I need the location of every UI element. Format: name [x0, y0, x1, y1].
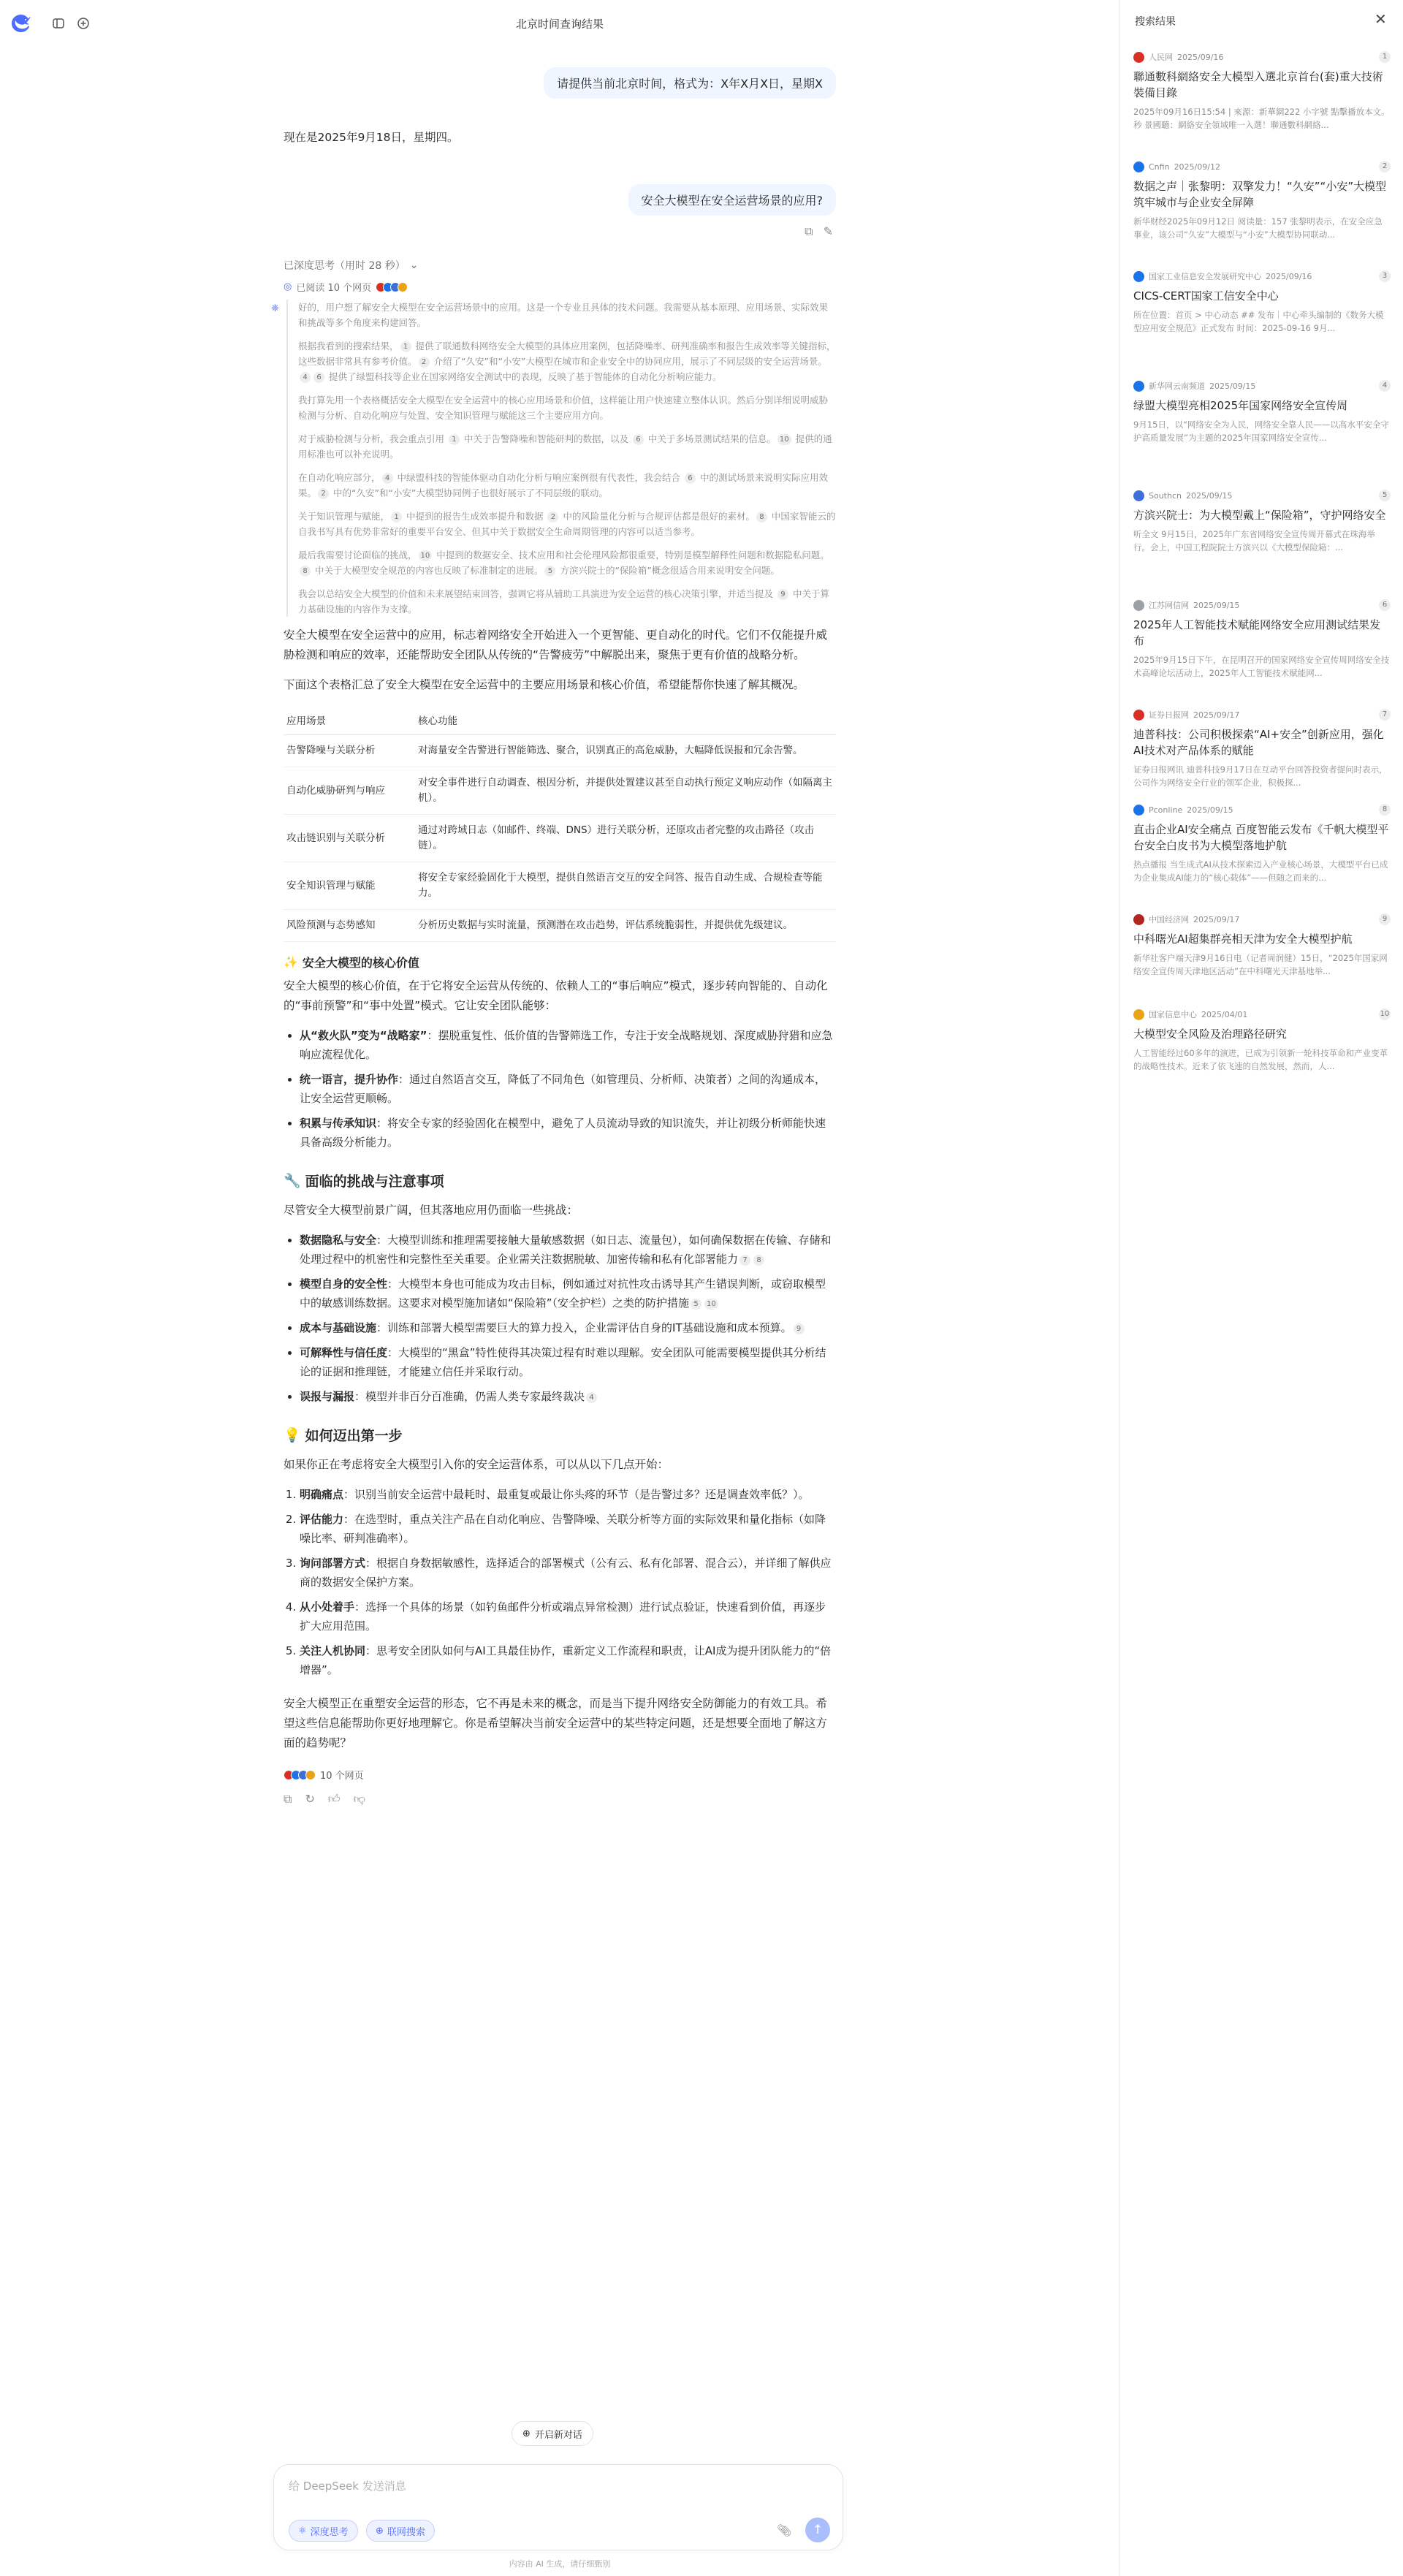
search-result-number: 7 — [1379, 709, 1391, 721]
search-result-title[interactable]: 聯通數科網絡安全大模型入選北京首台(套)重大技術裝備目錄 — [1133, 70, 1383, 99]
source-avatars — [376, 282, 408, 292]
scenario-table — [284, 705, 836, 942]
search-result-date: 2025/09/15 — [1186, 490, 1233, 501]
sources-label: 10 个网页 — [320, 1771, 364, 1782]
search-result-item[interactable] — [1133, 913, 1391, 978]
thinking-content — [271, 300, 836, 617]
list-item-bold: 明确痛点 — [300, 1488, 344, 1501]
list-item-text: ：通过自然语言交互，降低了不同角色（如管理员、分析师、决策者）之间的沟通成本，让安全运营更顺畅。 — [300, 1073, 826, 1105]
search-result-item[interactable] — [1133, 380, 1391, 444]
search-result-number: 2 — [1379, 161, 1391, 172]
copy-icon[interactable]: ⧉ — [805, 224, 813, 238]
search-result-date: 2025/09/16 — [1266, 271, 1312, 281]
table-cell-function: 通过对跨域日志（如邮件、终端、DNS）进行关联分析，还原攻击者完整的攻击路径（攻击链）。 — [415, 815, 836, 862]
list-item-text: ：将安全专家的经验固化在模型中，避免了人员流动导致的知识流失，并让初级分析师能快速具备高级分析能力。 — [300, 1117, 826, 1149]
challenges-title: 面临的挑战与注意事项 — [305, 1174, 444, 1190]
steps-list — [284, 1485, 836, 1679]
search-result-snippet: 2025年09月16日15:54 | 來源：新華網222 小字號 點擊播放本文。秒 景國聽：網絡安全領域唯一入選！聯通數科網絡... — [1133, 107, 1390, 130]
citation-badge[interactable]: 10 — [419, 550, 433, 561]
citation-badge[interactable]: 6 — [685, 473, 696, 484]
list-item-bold: 模型自身的安全性 — [300, 1277, 388, 1291]
search-result-title[interactable]: 绿盟大模型亮相2025年国家网络安全宣传周 — [1133, 399, 1348, 412]
search-result-number: 9 — [1379, 913, 1391, 925]
search-results-panel — [1119, 0, 1403, 2576]
tool-icon: 🔧 — [284, 1173, 301, 1189]
search-result-date: 2025/04/01 — [1201, 1009, 1248, 1019]
search-icon: ◎ — [284, 281, 292, 292]
list-item-text: ：选择一个具体的场景（如钓鱼邮件分析或端点异常检测）进行试点验证，快速看到价值，再逐步扩大应用范围。 — [300, 1600, 826, 1633]
search-result-source: 国家信息中心 — [1149, 1010, 1197, 1019]
list-item — [300, 1231, 836, 1269]
citation-badge[interactable]: 4 — [382, 473, 393, 484]
new-chat-icon: ⊕ — [522, 2428, 531, 2439]
search-result-date: 2025/09/16 — [1177, 52, 1224, 62]
search-result-source: 中国经济网 — [1149, 915, 1189, 924]
list-item-bold: 成本与基础设施 — [300, 1321, 377, 1334]
search-result-snippet: 9月15日，以“网络安全为人民，网络安全靠人民——以高水平安全守护高质量发展”为主题的2025年国家网络安全宣传... — [1133, 419, 1389, 443]
list-item — [300, 1641, 836, 1679]
search-result-meta — [1133, 270, 1391, 282]
globe-icon: ⊕ — [376, 2525, 384, 2537]
search-result-meta — [1133, 161, 1391, 172]
list-item — [300, 1070, 836, 1108]
search-result-snippet: 热点播报 当生成式AI从技术探索迈入产业核心场景，大模型平台已成为企业集成AI能力的“核心载体”——但随之而来的... — [1133, 859, 1388, 883]
search-results-title: 搜索结果 — [1135, 16, 1176, 28]
search-result-item[interactable] — [1133, 709, 1391, 789]
list-item-bold: 统一语言，提升协作 — [300, 1073, 399, 1086]
search-result-item[interactable] — [1133, 1008, 1391, 1073]
attach-icon[interactable]: 📎︎ — [777, 2523, 792, 2537]
source-favicon-icon — [1133, 271, 1144, 282]
search-result-date: 2025/09/15 — [1209, 381, 1256, 391]
user-message: 请提供当前北京时间，格式为：X年X月X日，星期X — [544, 67, 836, 99]
source-favicon-icon — [398, 282, 408, 292]
search-result-item[interactable] — [1133, 270, 1391, 335]
list-item-bold: 从“救火队”变为“战略家” — [300, 1029, 427, 1042]
new-chat-button[interactable] — [512, 2421, 593, 2446]
search-result-number: 3 — [1379, 270, 1391, 282]
regenerate-icon[interactable]: ↻ — [305, 1792, 315, 1806]
user-message: 安全大模型在安全运营场景的应用? — [628, 184, 837, 216]
list-item — [300, 1510, 836, 1548]
search-result-source: Pconline — [1149, 805, 1183, 815]
assistant-message-actions — [284, 1792, 836, 1806]
source-favicon-icon — [1133, 805, 1144, 816]
read-pages-label: 已阅读 10 个网页 — [296, 283, 372, 294]
search-result-meta — [1133, 51, 1391, 63]
list-item-text: ：模型并非百分百准确，仍需人类专家最终裁决 — [354, 1390, 585, 1403]
list-item — [300, 1597, 836, 1635]
citation-badge[interactable]: 4 — [300, 372, 311, 383]
table-header-scene: 应用场景 — [284, 705, 415, 735]
search-result-item[interactable] — [1133, 599, 1391, 680]
search-result-number: 4 — [1379, 380, 1391, 392]
list-item — [300, 1485, 836, 1504]
search-result-title[interactable]: 直击企业AI安全痛点 百度智能云发布《千帆大模型平台安全白皮书为大模型落地护航 — [1133, 823, 1389, 852]
close-icon[interactable]: ✕ — [1375, 10, 1387, 28]
sparkle-icon: ✨ — [284, 955, 298, 969]
assistant-reply: 现在是2025年9月18日，星期四。 — [284, 131, 459, 144]
list-item — [300, 1554, 836, 1592]
send-button[interactable] — [805, 2518, 830, 2542]
search-result-meta — [1133, 490, 1391, 501]
search-result-number: 1 — [1379, 51, 1391, 63]
thumbs-down-icon[interactable]: 👎︎ — [353, 1792, 365, 1806]
list-item-bold: 误报与漏报 — [300, 1390, 355, 1403]
table-header-row — [284, 705, 836, 735]
list-item-text: ：思考安全团队如何与AI工具最佳协作，重新定义工作流程和职责，让AI成为提升团队能力的“倍增器”。 — [300, 1644, 832, 1676]
search-result-number: 5 — [1379, 490, 1391, 501]
search-result-meta — [1133, 599, 1391, 611]
core-value-intro: 安全大模型的核心价值，在于它将安全运营从传统的、依赖人工的“事后响应”模式，逐步转向智能的、自动化的“事前预警”和“事中处置”模式。它让安全团队能够： — [284, 979, 828, 1012]
list-item — [300, 1274, 836, 1312]
search-result-meta — [1133, 380, 1391, 392]
citation-badge[interactable]: 1 — [400, 341, 411, 352]
search-result-item[interactable] — [1133, 51, 1391, 132]
list-item — [300, 1026, 836, 1064]
search-result-title[interactable]: 数据之声｜张黎明：双擎发力！“久安”“小安”大模型筑牢城市与企业安全屏障 — [1133, 180, 1387, 209]
search-result-source: 新华网云南频道 — [1149, 381, 1205, 391]
thinking-paragraph: 根据我看到的搜索结果， 1 提供了联通数科网络安全大模型的具体应用案例，包括降噪率、研判准确率和报告生成效率等关键指标，这些数据非常具有参考价值。 2 介绍了“久安”和“小安”大模型在城市和企业安全中的协同应用，展示了不同层级的安全运营场景。4 6 提供了绿盟科技等企业在国家网络安全测试中的表现，反映了基于智能体的自动化分析响应能力。 — [298, 341, 836, 382]
list-item-bold: 可解释性与信任度 — [300, 1346, 388, 1359]
search-result-item[interactable] — [1133, 804, 1391, 884]
table-row — [284, 862, 836, 910]
citation-badge[interactable]: 10 — [704, 1299, 718, 1310]
list-item-text: ：摆脱重复性、低价值的告警筛选工作，专注于安全战略规划、深度威胁狩猎和应急响应流程优化。 — [300, 1029, 833, 1061]
sources-button[interactable] — [284, 1768, 836, 1782]
search-result-number: 6 — [1379, 599, 1391, 611]
steps-intro: 如果你正在考虑将安全大模型引入你的安全运营体系，可以从以下几点开始： — [284, 1458, 669, 1471]
citation-badge[interactable]: 5 — [544, 566, 555, 577]
search-result-source: Southcn — [1149, 490, 1182, 501]
edit-icon[interactable]: ✎ — [823, 224, 833, 238]
source-favicon-icon — [1133, 162, 1144, 172]
search-result-source: Cnfin — [1149, 162, 1170, 172]
challenges-intro: 尽管安全大模型前景广阔，但其落地应用仍面临一些挑战： — [284, 1204, 579, 1217]
deep-think-label: 深度思考 — [310, 2526, 349, 2538]
table-cell-scene: 安全知识管理与赋能 — [284, 862, 415, 910]
answer-outro: 安全大模型正在重塑安全运营的形态，它不再是未来的概念，而是当下提升网络安全防御能力的有效工具。希望这些信息能帮助你更好地理解它。你是希望解决当前安全运营中的某些特定问题，还是想要全面地了解这方面的趋势呢？ — [284, 1697, 828, 1749]
source-favicon-icon — [305, 1770, 316, 1780]
chevron-down-icon: ⌄ — [409, 259, 419, 271]
table-cell-function: 将安全专家经验固化于大模型，提供自然语言交互的安全问答、报告自动生成、合规检查等能力。 — [415, 862, 836, 910]
list-item-bold: 数据隐私与安全 — [300, 1234, 377, 1247]
source-favicon-icon — [1133, 52, 1144, 63]
list-item-bold: 评估能力 — [300, 1513, 344, 1526]
search-result-snippet: 人工智能经过60多年的演进，已成为引领新一轮科技革命和产业变革的战略性技术。近来了依飞速的自然发展，然而，人... — [1133, 1048, 1388, 1071]
citation-badge[interactable]: 7 — [739, 1255, 750, 1266]
copy-icon[interactable]: ⧉ — [284, 1792, 292, 1806]
search-result-snippet: 新华社客户端天津9月16日电（记者周润健）15日，“2025年国家网络安全宣传周天津地区活动”在中科曙光天津基地举... — [1133, 953, 1388, 976]
search-result-title[interactable]: 中科曙光AI超集群亮相天津为安全大模型护航 — [1133, 932, 1353, 946]
thinking-paragraph: 对于威胁检测与分析，我会重点引用 1 中关于告警降噪和智能研判的数据，以及 6 中关于多场景测试结果的信息。 10 提供的通用标准也可以补充说明。 — [298, 433, 832, 460]
thinking-paragraph: 我会以总结安全大模型的价值和未来展望结束回答，强调它将从辅助工具演进为安全运营的核心决策引擎，并适当提及 9 中关于算力基础设施的内容作为支撑。 — [298, 588, 829, 615]
list-item-bold: 积累与传承知识 — [300, 1117, 377, 1130]
list-item-bold: 从小处着手 — [300, 1600, 355, 1614]
table-row — [284, 767, 836, 815]
list-item — [300, 1318, 836, 1337]
table-row — [284, 910, 836, 942]
search-result-snippet: 所在位置：首页 > 中心动态 ## 发布｜中心牵头编制的《数务大模型应用安全规范》正式发布 时间：2025-09-16 9月... — [1133, 310, 1384, 333]
message-input-box[interactable] — [273, 2464, 843, 2550]
source-favicon-icon — [1133, 914, 1144, 925]
table-cell-scene: 自动化威胁研判与响应 — [284, 767, 415, 815]
search-result-meta — [1133, 804, 1391, 816]
thumbs-up-icon[interactable]: 👍︎ — [327, 1792, 341, 1806]
table-cell-function: 对安全事件进行自动调查、根因分析，并提供处置建议甚至自动执行预定义响应动作（如隔离主机）。 — [415, 767, 836, 815]
source-favicon-icon — [1133, 1009, 1144, 1020]
user-message-actions — [284, 224, 833, 239]
citation-badge[interactable]: 8 — [756, 512, 767, 523]
thinking-toggle[interactable] — [284, 258, 836, 273]
source-favicon-icon — [1133, 490, 1144, 501]
list-item-bold: 询问部署方式 — [300, 1557, 366, 1570]
thinking-icon: ❈ — [271, 301, 283, 313]
lightbulb-icon: 💡 — [284, 1427, 301, 1443]
search-result-snippet: 证券日报网讯 迪普科技9月17日在互动平台回答投资者提问时表示，公司作为网络安全行业的领军企业，积极探... — [1133, 764, 1388, 788]
search-result-date: 2025/09/17 — [1193, 914, 1240, 924]
citation-badge[interactable]: 8 — [753, 1255, 764, 1266]
citation-badge[interactable]: 6 — [313, 372, 324, 383]
thinking-paragraph: 好的，用户想了解安全大模型在安全运营场景中的应用。这是一个专业且具体的技术问题。我需要从基本原理、应用场景、实际效果和挑战等多个角度来构建回答。 — [298, 302, 829, 328]
search-result-source: 国家工业信息安全发展研究中心 — [1149, 272, 1261, 281]
table-row — [284, 815, 836, 862]
search-result-number: 10 — [1379, 1008, 1391, 1020]
thinking-paragraph: 在自动化响应部分， 4 中绿盟科技的智能体驱动自动化分析与响应案例很有代表性，我会结合 6 中的测试场景来说明实际应用效果。 2 中的“久安”和“小安”大模型协同例子也很好展示了不同层级的联动。 — [298, 472, 828, 498]
search-result-meta — [1133, 709, 1391, 721]
list-item — [300, 1343, 836, 1381]
citation-badge[interactable]: 5 — [691, 1299, 702, 1310]
list-item-text: ：训练和部署大模型需要巨大的算力投入，企业需评估自身的IT基础设施和成本预算。 — [376, 1321, 792, 1334]
list-item-text: ：根据自身数据敏感性，选择适合的部署模式（公有云、私有化部署、混合云），并详细了解供应商的数据安全保护方案。 — [300, 1557, 832, 1589]
read-pages-row[interactable] — [284, 280, 836, 294]
source-favicon-icon — [1133, 381, 1144, 392]
list-item-text: ：大模型本身也可能成为攻击目标，例如通过对抗性攻击诱导其产生错误判断，或窃取模型中的敏感训练数据。这要求对模型施加诸如“保险箱”（安全护栏）之类的防护措施 — [300, 1277, 826, 1310]
table-cell-function: 对海量安全告警进行智能筛选、聚合，识别真正的高危威胁，大幅降低误报和冗余告警。 — [415, 735, 836, 767]
table-cell-scene: 告警降噪与关联分析 — [284, 735, 415, 767]
new-chat-label: 开启新对话 — [534, 2429, 582, 2441]
chat-column — [271, 67, 836, 1806]
list-item-bold: 关注人机协同 — [300, 1644, 366, 1657]
core-value-list — [284, 1026, 836, 1152]
search-result-title[interactable]: 大模型安全风险及治理路径研究 — [1133, 1027, 1288, 1041]
citation-badge[interactable]: 8 — [300, 566, 311, 577]
list-item — [300, 1114, 836, 1152]
ai-disclaimer: 内容由 AI 生成，请仔细甄别 — [509, 2559, 611, 2569]
search-result-title[interactable]: 迪普科技：公司积极探索“AI+安全”创新应用，强化AI技术对产品体系的赋能 — [1133, 728, 1384, 757]
arrow-up-icon: ↑ — [812, 2523, 824, 2537]
search-result-meta — [1133, 913, 1391, 925]
search-result-date: 2025/09/15 — [1193, 600, 1240, 610]
top-bar — [0, 0, 1119, 47]
core-value-heading — [284, 954, 836, 970]
table-row — [284, 735, 836, 767]
message-input-placeholder[interactable]: 给 DeepSeek 发送消息 — [289, 2480, 406, 2493]
citation-badge[interactable]: 2 — [419, 357, 430, 368]
challenges-list — [284, 1231, 836, 1406]
web-search-toggle[interactable] — [366, 2520, 435, 2542]
search-result-snippet: 2025年9月15日下午，在昆明召开的国家网络安全宣传周网络安全技术高峰论坛活动上，2025年人工智能技术赋能网... — [1133, 655, 1390, 678]
search-result-snippet: 听全文 9月15日，2025年广东省网络安全宣传周开幕式在珠海举行。会上，中国工程院院士方滨兴以《大模型保险箱：... — [1133, 529, 1375, 552]
steps-title: 如何迈出第一步 — [305, 1428, 403, 1444]
answer-intro-table: 下面这个表格汇总了安全大模型在安全运营中的主要应用场景和核心价值，希望能帮你快速了解其概况。 — [284, 678, 805, 691]
search-result-title[interactable]: 2025年人工智能技术赋能网络安全应用测试结果发布 — [1133, 618, 1381, 647]
citation-badge[interactable]: 1 — [449, 434, 460, 445]
citation-badge[interactable]: 1 — [391, 512, 402, 523]
user-message-row — [284, 184, 836, 216]
table-header-function: 核心功能 — [415, 705, 836, 735]
table-cell-scene: 风险预测与态势感知 — [284, 910, 415, 942]
citation-badge[interactable]: 2 — [547, 512, 558, 523]
thinking-paragraph: 关于知识管理与赋能， 1 中提到的报告生成效率提升和数据 2 中的风险量化分析与合规评估都是很好的素材。 8 中国家智能云的自我书写具有优势非常好的重要平台安全、但其中关于数据安全生命周期管理的内容可以适当参考。 — [298, 511, 836, 537]
search-result-item[interactable] — [1133, 490, 1391, 554]
list-item-text: ：大模型训练和推理需要接触大量敏感数据（如日志、流量包），如何确保数据在传输、存储和处理过程中的机密性和完整性至关重要。企业需关注数据脱敏、加密传输和私有化部署能力 — [300, 1234, 832, 1266]
citation-badge[interactable]: 6 — [633, 434, 644, 445]
citation-badge[interactable]: 9 — [794, 1323, 805, 1334]
search-result-source: 人民网 — [1149, 53, 1173, 62]
core-value-title: 安全大模型的核心价值 — [302, 956, 419, 970]
source-favicon-icon — [1133, 710, 1144, 721]
steps-heading — [284, 1425, 836, 1445]
source-favicon-icon — [1133, 600, 1144, 611]
atom-icon: ⚛ — [298, 2525, 307, 2537]
search-result-date: 2025/09/12 — [1174, 162, 1220, 172]
search-result-snippet: 新华财经2025年09月12日 阅读量：157 张黎明表示，在安全应急事业，该公司“久安”大模型与“小安”大模型协同联动... — [1133, 216, 1383, 240]
list-item-text: ：大模型的“黑盒”特性使得其决策过程有时难以理解。安全团队可能需要模型提供其分析结论的证据和推理链，才能建立信任并采取行动。 — [300, 1346, 826, 1378]
list-item-text: ：在选型时，重点关注产品在自动化响应、告警降噪、关联分析等方面的实际效果和量化指标（如降噪比率、研判准确率）。 — [300, 1513, 826, 1545]
search-result-title[interactable]: 方滨兴院士：为大模型戴上“保险箱”，守护网络安全 — [1133, 509, 1386, 522]
source-avatars — [284, 1770, 316, 1780]
web-search-label: 联网搜索 — [387, 2526, 425, 2538]
search-result-date: 2025/09/15 — [1187, 805, 1233, 815]
citation-badge[interactable]: 10 — [777, 434, 791, 445]
citation-badge[interactable]: 4 — [586, 1392, 597, 1403]
citation-badge[interactable]: 9 — [777, 589, 788, 600]
deep-think-toggle[interactable] — [289, 2520, 358, 2542]
search-result-title[interactable]: CICS-CERT国家工信安全中心 — [1133, 289, 1279, 303]
answer-intro: 安全大模型在安全运营中的应用，标志着网络安全开始进入一个更智能、更自动化的时代。它们不仅能提升威胁检测和响应的效率，还能帮助安全团队从传统的“告警疲劳”中解脱出来，聚焦于更有价值的战略分析。 — [284, 628, 828, 661]
search-result-source: 江苏网信网 — [1149, 601, 1189, 610]
search-result-source: 证券日报网 — [1149, 710, 1189, 720]
thinking-paragraph: 最后我需要讨论面临的挑战， 10 中提到的数据安全、技术应用和社会伦理风险都很重要，特别是模型解释性问题和数据隐私问题。8 中关于大模型安全规范的内容也反映了标准制定的进展。 5 方滨兴院士的“保险箱”概念很适合用来说明安全问题。 — [298, 550, 829, 576]
search-result-item[interactable] — [1133, 161, 1391, 241]
table-cell-scene: 攻击链识别与关联分析 — [284, 815, 415, 862]
list-item — [300, 1387, 836, 1406]
user-message-row — [284, 67, 836, 99]
search-result-number: 8 — [1379, 804, 1391, 816]
thinking-header: 已深度思考（用时 28 秒） — [284, 260, 406, 272]
citation-badge[interactable]: 2 — [318, 488, 329, 499]
table-cell-function: 分析历史数据与实时流量，预测潜在攻击趋势，评估系统脆弱性，并提供优先级建议。 — [415, 910, 836, 942]
chat-title: 北京时间查询结果 — [515, 18, 604, 31]
list-item-text: ：识别当前安全运营中最耗时、最重复或最让你头疼的环节（是告警过多？还是调查效率低？）。 — [343, 1488, 810, 1501]
search-result-date: 2025/09/17 — [1193, 710, 1240, 720]
challenges-heading — [284, 1171, 836, 1190]
search-result-meta — [1133, 1008, 1391, 1020]
thinking-paragraph: 我打算先用一个表格概括安全大模型在安全运营中的核心应用场景和价值，这样能让用户快速建立整体认识。然后分别详细说明威胁检测与分析、自动化响应与处置、安全知识管理与赋能这三个主要应用方向。 — [298, 395, 829, 421]
